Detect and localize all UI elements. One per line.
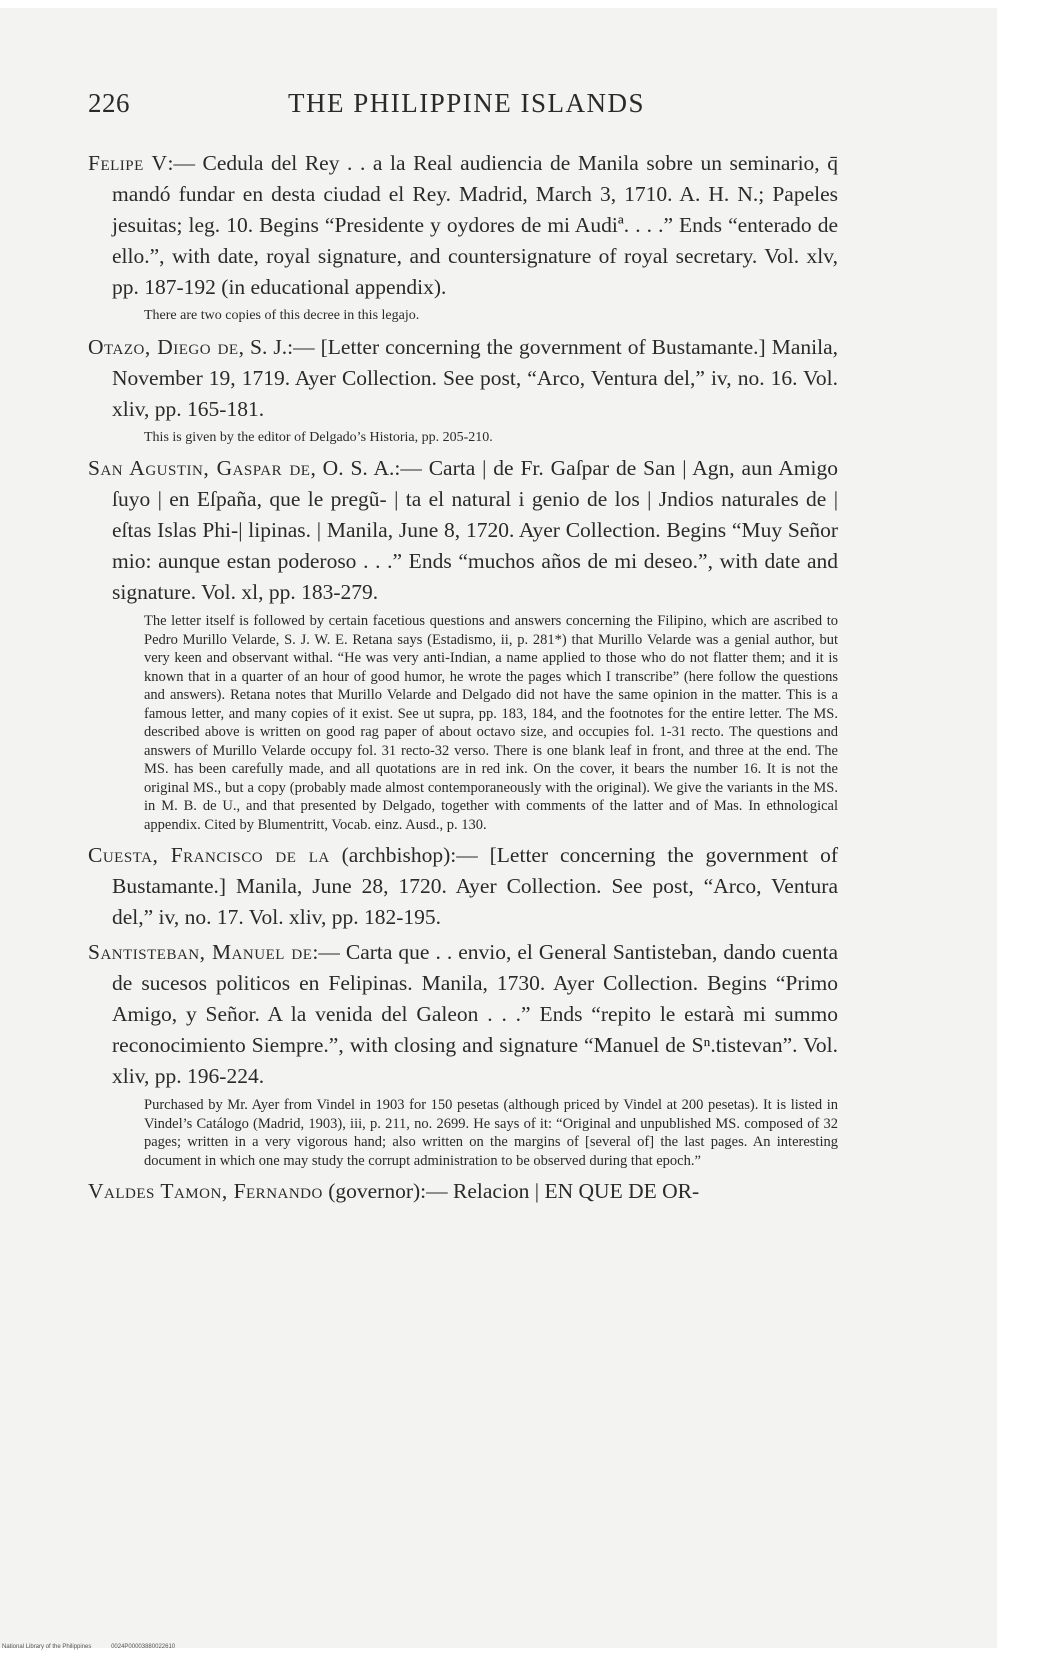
entry-text: :— Carta que . . envio, el General Santisteban, dando cuenta de sucesos politicos en Felipinas. Manila, 1730. Ayer Collection. Begins “Primo Amigo, y Señor. A la venida del Galeon . . .” Ends “repito le estarà mi summo reconocimiento Siempre.”, with closing and signature “Manuel de Sⁿ.tistevan”. Vol. xliv, pp. 196-224. xyxy=(112,940,838,1088)
entry-valdes-tamon xyxy=(88,1176,838,1207)
running-title: THE PHILIPPINE ISLANDS xyxy=(288,88,645,118)
bibliography-body xyxy=(88,148,838,1211)
entry-cuesta xyxy=(88,840,838,933)
entry-text: (archbishop):— [Letter concerning the government of Bustamante.] Manila, June 28, 1720. Ayer Collection. See post, “Arco, Ventura del,” iv, no. 17. Vol. xliv, pp. 182-195. xyxy=(112,843,838,929)
entry-text: , O. S. A.:— Carta | de Fr. Gaſpar de San | Agn, aun Amigo ſuyo | en Eſpaña, que le pregũ- | ta el natural i genio de los | Jndios naturales de | eſtas Islas Phi-| lipinas. | Manila, June 8, 1720. Ayer Collection. Begins “Muy Señor mio: aunque estan poderoso . . .” Ends “muchos años de mi deseo.”, with date and signature. Vol. xl, pp. 183-279. xyxy=(112,456,838,604)
entry-note: The letter itself is followed by certain facetious questions and answers concerning the Filipino, which are ascribed to Pedro Murillo Velarde, S. J. W. E. Retana says (Estadismo, ii, p. 281*) that Murillo Velarde was a genial author, but very keen and observant withal. “He was very anti-Indian, a name applied to those who do not flatter them; and it is known that in a quarter of an hour of good humor, he wrote the pages which I transcribe” (here follow the questions and answers). Retana notes that Murillo Velarde and Delgado did not have the same opinion in the matter. This is a famous letter, and many copies of it exist. See ut supra, pp. 183, 184, and the footnotes for the entire letter. The MS. described above is written on good rag paper of about octavo size, and occupies fol. 1-31 recto. The questions and answers of Murillo Velarde occupy fol. 31 recto-32 verso. There is one blank leaf in front, and three at the end. The MS. has been carefully made, and all quotations are in red ink. On the cover, it bears the number 16. It is not the original MS., but a copy (probably made almost contemporaneously with the original). We give the variants in the MS. in M. B. de U., and that presented by Delgado, together with comments of the latter and of Mas. In ethnological appendix. Cited by Blumentritt, Vocab. einz. Ausd., p. 130. xyxy=(144,613,838,833)
entry-name: Otazo, Diego de xyxy=(88,334,239,359)
entry-note: This is given by the editor of Delgado’s Historia, pp. 205-210. xyxy=(144,429,493,445)
entry-text: , S. J.:— [Letter concerning the government of Bustamante.] Manila, November 19, 1719. Ayer Collection. See post, “Arco, Ventura del,” iv, no. 16. Vol. xliv, pp. 165-181. xyxy=(112,334,838,421)
entry-note: There are two copies of this decree in this legajo. xyxy=(144,308,420,323)
entry-name: Valdes Tamon, Fernando xyxy=(88,1179,323,1203)
entry-note: Purchased by Mr. Ayer from Vindel in 1903 for 150 pesetas (although priced by Vindel at 200 pesetas). It is listed in Vindel’s Catálogo (Madrid, 1903), iii, p. 211, no. 2699. He says of it: “Original and unpublished MS. composed of 32 pages; written in a very vigorous hand; also written on the margins of [several of] the last pages. An interesting document in which one may study the corrupt administration to be observed during that epoch.” xyxy=(144,1097,838,1169)
entry-otazo xyxy=(88,332,838,425)
page-number: 226 xyxy=(88,88,130,118)
entry-name: Santisteban, Manuel de xyxy=(88,940,313,964)
scan-identifier: 0024P00003880022610 xyxy=(111,1644,176,1650)
scan-footer xyxy=(2,1644,175,1650)
document-page xyxy=(0,8,997,1648)
entry-text: :— Cedula del Rey . . a la Real audiencia de Manila sobre un seminario, q̄ mandó fundar en desta ciudad el Rey. Madrid, March 3, 1710. A. H. N.; Papeles jesuitas; leg. 10. Begins “Presidente y oydores de mi Audiª. . . .” Ends “enterado de ello.”, with date, royal signature, and countersignature of royal secretary. Vol. xlv, pp. 187-192 (in educational appendix). xyxy=(112,151,838,299)
library-name: National Library of the Philippines xyxy=(2,1644,92,1650)
entry-san-agustin xyxy=(88,453,838,608)
entry-name: San Agustin, Gaspar de xyxy=(88,456,311,480)
entry-name: Cuesta, Francisco de la xyxy=(88,843,330,867)
entry-felipe-v xyxy=(88,148,838,303)
entry-santisteban xyxy=(88,937,838,1092)
entry-text: (governor):— Relacion | EN QUE DE OR- xyxy=(322,1179,700,1203)
entry-name: Felipe V xyxy=(88,151,168,175)
